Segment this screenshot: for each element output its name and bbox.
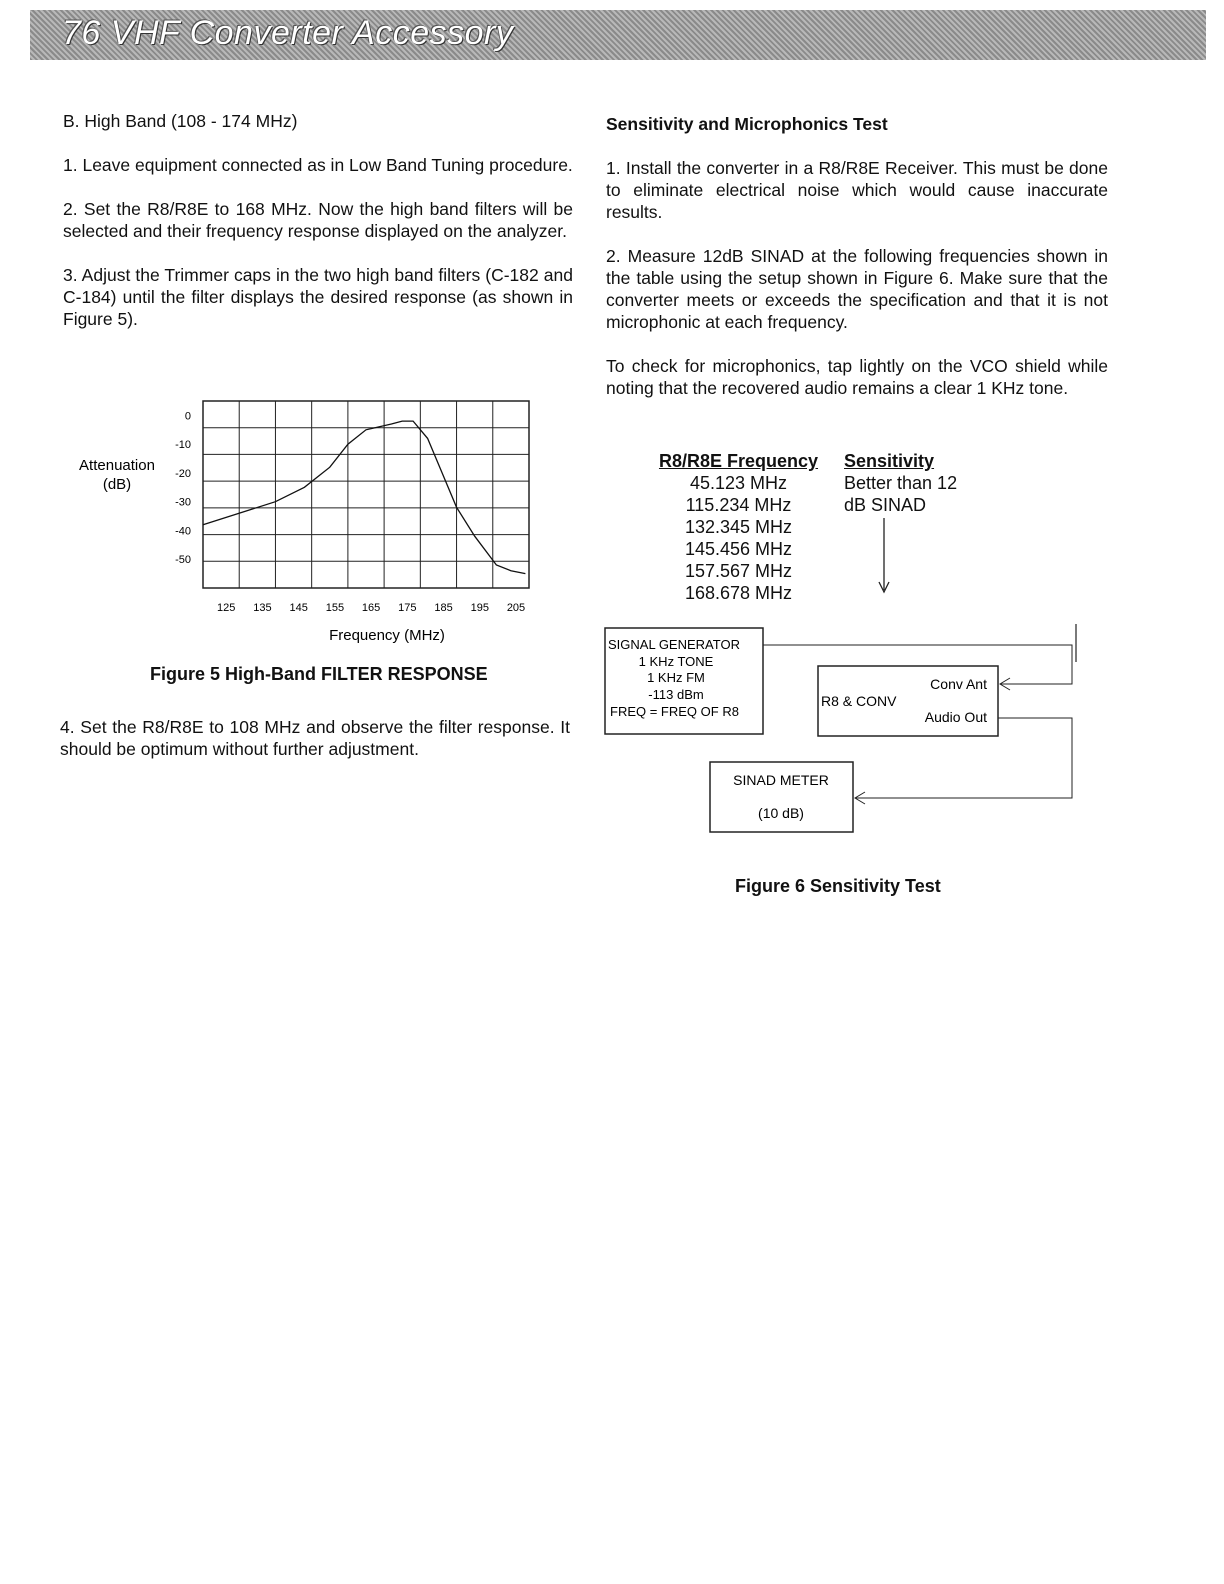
sinad-meter-label: SINAD METER — [733, 772, 829, 788]
signal-generator-label: SIGNAL GENERATOR — [608, 637, 740, 652]
wire-audio-to-sinad — [855, 718, 1072, 798]
sinad-meter-value: (10 dB) — [758, 805, 804, 821]
x-tick-label: 195 — [470, 602, 489, 614]
signal-generator-line: 1 KHz TONE — [638, 654, 714, 669]
figure5-chart — [60, 390, 560, 650]
wire-generator-to-conv — [763, 645, 1072, 684]
frequency-cell: 45.123 MHz — [689, 473, 788, 493]
sensitivity-value-line2: dB SINAD — [844, 495, 927, 515]
sensitivity-paragraph-2: 2. Measure 12dB SINAD at the following frequencies shown in the table using the setup shown in Figure 6. Make sure that the converter meets or exceeds the specification and that it is not microphonic at each frequency. — [606, 246, 1108, 332]
frequency-cell: 168.678 MHz — [684, 583, 793, 603]
step-4: 4. Set the R8/R8E to 108 MHz and observe the filter response. It should be optimum without further adjustment. — [60, 717, 570, 759]
step-2: 2. Set the R8/R8E to 168 MHz. Now the high band filters will be selected and their frequency response displayed on the analyzer. — [63, 199, 573, 241]
y-tick-label: -30 — [175, 496, 191, 509]
right-column — [606, 113, 1108, 421]
frequency-header: R8/R8E Frequency — [658, 451, 819, 471]
page-title: 76 VHF Converter Accessory — [62, 14, 514, 52]
section-title-sensitivity: Sensitivity and Microphonics Test — [606, 114, 888, 134]
y-tick-label: -20 — [175, 467, 191, 480]
x-tick-label: 135 — [253, 602, 272, 614]
x-tick-label: 175 — [398, 602, 417, 614]
step-1: 1. Leave equipment connected as in Low Band Tuning procedure. — [63, 155, 573, 175]
x-axis-label: Frequency (MHz) — [329, 627, 445, 644]
left-column — [63, 110, 573, 352]
signal-generator-line: 1 KHz FM — [647, 670, 705, 685]
sensitivity-paragraph-1: 1. Install the converter in a R8/R8E Receiver. This must be done to eliminate electrical noise which would cause inaccurate results. — [606, 158, 1108, 222]
microphonics-paragraph: To check for microphonics, tap lightly on the VCO shield while noting that the recovered audio remains a clear 1 KHz tone. — [606, 356, 1108, 398]
sensitivity-value-line1: Better than 12 — [844, 473, 958, 493]
sensitivity-header: Sensitivity — [844, 451, 935, 471]
figure6-diagram — [600, 620, 1090, 840]
y-tick-label: 0 — [184, 410, 191, 423]
x-tick-label: 185 — [434, 602, 453, 614]
down-arrow-icon — [874, 518, 894, 598]
x-tick-label: 125 — [217, 602, 236, 614]
y-tick-label: -10 — [175, 439, 191, 452]
figure5-caption: Figure 5 High-Band FILTER RESPONSE — [150, 664, 488, 684]
frequency-cell: 145.456 MHz — [684, 539, 793, 559]
frequency-cell: 132.345 MHz — [684, 517, 793, 537]
x-tick-label: 205 — [506, 602, 526, 614]
step-3: 3. Adjust the Trimmer caps in the two high band filters (C-182 and C-184) until the filter displays the desired response (as shown in Figure 5). — [63, 265, 573, 329]
signal-generator-line: -113 dBm — [648, 687, 704, 702]
x-tick-label: 165 — [361, 602, 381, 614]
frequency-column — [656, 450, 821, 604]
section-title-high-band: B. High Band (108 - 174 MHz) — [63, 111, 298, 131]
page-header — [30, 10, 1206, 60]
y-axis-label: Attenuation — [79, 457, 155, 474]
y-tick-label: -40 — [175, 525, 191, 538]
y-axis-unit: (dB) — [102, 476, 132, 493]
x-tick-label: 145 — [289, 602, 308, 614]
signal-generator-line: FREQ = FREQ OF R8 — [610, 704, 739, 719]
x-tick-label: 155 — [325, 602, 345, 614]
chart-frame — [203, 401, 529, 588]
frequency-cell: 115.234 MHz — [685, 495, 792, 515]
sensitivity-column — [844, 450, 994, 516]
figure6-caption: Figure 6 Sensitivity Test — [735, 876, 941, 896]
audio-out-label: Audio Out — [924, 709, 987, 725]
y-tick-label: -50 — [175, 554, 191, 567]
frequency-cell: 157.567 MHz — [684, 561, 793, 581]
response-curve — [203, 421, 525, 573]
conv-ant-label: Conv Ant — [930, 676, 987, 692]
r8-conv-label: R8 & CONV — [821, 693, 897, 709]
